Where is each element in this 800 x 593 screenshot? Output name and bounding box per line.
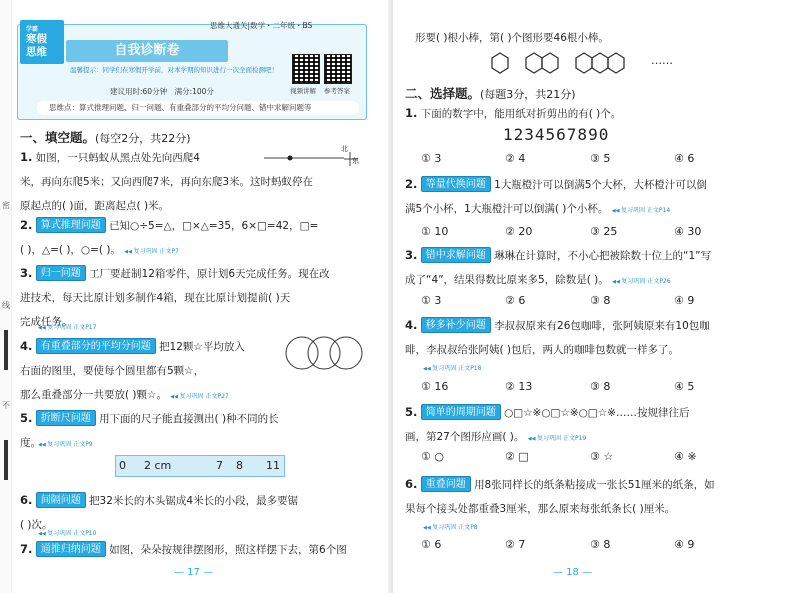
ref: ◀◀ 复习巩固 正文P18: [423, 363, 481, 372]
tag: 折断尺问题: [36, 410, 96, 426]
tag: 间隔问题: [36, 492, 86, 508]
question-4: 4. 有重叠部分的平均分问题 把12颗☆平均放入 右面的图里，要使每个圆里都有5颗☆， 那么重叠部分一共要放( )颗☆。 ◀◀ 复习巩固 正文P27: [20, 334, 280, 409]
option[interactable]: ① 3: [421, 294, 442, 307]
tag: 错中求解问题: [421, 247, 491, 263]
question-5: 5. 折断尺问题 用下面的尺子能直接测出( )种不同的长 度。: [20, 411, 279, 449]
east-label: 东: [352, 157, 359, 165]
page-title: 自我诊断卷: [66, 40, 228, 62]
option[interactable]: ② 7: [505, 538, 526, 551]
choice-1: 1. 下面的数字中，能用纸对折剪出的有( )个。: [405, 106, 622, 120]
brand-badge: 学霸 寒假 思维: [20, 20, 64, 64]
qr-video[interactable]: [292, 54, 320, 84]
choice-5: 5. 简单的周期问题 ○□☆※○□☆※○□☆※……按规律往后 画，第27个图形应画( )。 ◀◀ 复习巩固 正文P19: [405, 400, 790, 451]
right-page: [393, 0, 800, 593]
ruler-mark: 2 cm: [144, 459, 172, 472]
option[interactable]: ③ 8: [590, 380, 611, 393]
ruler-mark: 8: [236, 459, 243, 472]
section-fill-in: 一、填空题。(每空2分，共22分): [20, 130, 191, 145]
option[interactable]: ① 3: [421, 152, 442, 165]
tip-text: 温馨提示：同学们在寒假开学前，对本学期的知识进行一次全面检测吧！: [70, 66, 278, 74]
choice-3: 3. 错中求解问题 琳琳在计算时，不小心把被除数十位上的“1”写 成了“4”，结果得数比原来多5，除数是( )。 ◀◀ 复习巩固 正文P26: [405, 243, 790, 294]
choice-4: 4. 移多补少问题 李叔叔原来有26包咖啡，张阿姨原来有10包咖 啡，李叔叔给张阿姨( )包后，两人的咖啡包数就一样多了。: [405, 318, 710, 356]
option[interactable]: ③ ☆: [590, 450, 614, 463]
binding-mark: [4, 440, 8, 480]
north-label: 北: [341, 145, 348, 153]
option[interactable]: ② 13: [505, 380, 533, 393]
margin-char: 线: [2, 301, 10, 310]
ruler-mark: 11: [266, 459, 280, 472]
option[interactable]: ② □: [505, 450, 529, 463]
qr-label: 视频讲解: [290, 87, 316, 95]
question-2: 2. 算式推理问题 已知○÷5=△，□×△=35，6×□=42，□= ( )，△=( )，○=( )。 ◀◀ 复习巩固 正文P7: [20, 213, 365, 264]
question-1: 1. 如图，一只蚂蚁从黑点处先向西爬4 米，再向东爬5米；又向西爬7米，再向东爬3米。这时蚂蚁停在 原起点的( )面，距离起点( )米。: [20, 150, 314, 212]
question-7: 7. 通推归纳问题 如图，朵朵按规律摆图形，照这样摆下去，第6个图: [20, 542, 347, 556]
tag: 有重叠部分的平均分问题: [36, 338, 156, 354]
option[interactable]: ④ ※: [674, 450, 697, 463]
ruler-mark: 7: [216, 459, 223, 472]
margin-char: 不: [2, 401, 10, 410]
option[interactable]: ① ○: [421, 450, 444, 463]
hexagon-pattern: [488, 48, 658, 78]
margin-char: 密: [2, 201, 10, 210]
left-page: [0, 0, 393, 593]
ruler: [115, 455, 285, 477]
ref: ◀◀ 复习巩固 正文P8: [423, 522, 478, 531]
qr-answers[interactable]: [324, 54, 352, 84]
tag: 移多补少问题: [421, 317, 491, 333]
tag: 算式推理问题: [36, 217, 106, 233]
option[interactable]: ② 4: [505, 152, 526, 165]
option[interactable]: ④ 9: [674, 538, 695, 551]
option[interactable]: ① 6: [421, 538, 442, 551]
digit-row: 1234567890: [503, 125, 610, 144]
question-3: 3. 归一问题 工厂要赶制12箱零件，原计划6天完成任务。现在改 进技术，每天比原计划多制作4箱，现在比原计划提前( )天 完成任务。: [20, 266, 330, 328]
binding-mark: [4, 330, 8, 370]
page-number: — 17 —: [174, 567, 214, 578]
question-6: 6. 间隔问题 把32米长的木头锯成4米长的小段，最多要锯 ( )次。: [20, 493, 299, 531]
option[interactable]: ② 6: [505, 294, 526, 307]
option[interactable]: ③ 8: [590, 538, 611, 551]
option[interactable]: ③ 25: [590, 225, 618, 238]
section-choice: 二、选择题。(每题3分，共21分): [405, 86, 576, 101]
option[interactable]: ④ 5: [674, 380, 695, 393]
choice-6: 6. 重叠问题 用8张同样长的纸条粘接成一张长51厘米的纸条，如 果每个接头处都重叠3厘米，那么原来每张纸条长( )厘米。: [405, 477, 715, 515]
ruler-mark: 0: [119, 459, 126, 472]
series-label: 思维大通关|数学・二年级・BS: [210, 21, 313, 30]
binding-margin: [0, 0, 12, 593]
tag: 归一问题: [36, 265, 86, 281]
choice-2: 2. 等量代换问题 1大瓶橙汁可以倒满5个大杯，大杯橙汁可以倒 满5个小杯，1大瓶橙汁可以倒满( )个小杯。 ◀◀ 复习巩固 正文P14: [405, 172, 790, 223]
tag: 简单的周期问题: [421, 404, 501, 420]
tag: 等量代换问题: [421, 176, 491, 192]
option[interactable]: ① 10: [421, 225, 449, 238]
ref: ◀◀ 复习巩固 正文P10: [38, 528, 96, 537]
question-7-cont: 形要( )根小棒，第( )个图形要46根小棒。: [415, 32, 609, 44]
time-limit: 建议用时:60分钟 满分:100分: [110, 87, 214, 96]
option[interactable]: ④ 6: [674, 152, 695, 165]
option[interactable]: ③ 8: [590, 294, 611, 307]
page-number: — 18 —: [553, 567, 593, 578]
option[interactable]: ③ 5: [590, 152, 611, 165]
tag: 重叠问题: [421, 476, 471, 492]
option[interactable]: ① 16: [421, 380, 449, 393]
tag: 通推归纳问题: [36, 541, 106, 557]
option[interactable]: ② 20: [505, 225, 533, 238]
qr-label: 参考答案: [324, 87, 350, 95]
option[interactable]: ④ 9: [674, 294, 695, 307]
overlap-circles: [284, 335, 364, 371]
ref: ◀◀ 复习巩固 正文P17: [38, 322, 96, 331]
ellipsis: ……: [651, 54, 673, 67]
thinking-points: 思维点：算式推理问题、归一问题、有重叠部分的平均分问题、错中求解问题等: [37, 101, 359, 115]
ref: ◀◀ 复习巩固 正文P9: [38, 439, 93, 448]
option[interactable]: ④ 30: [674, 225, 702, 238]
